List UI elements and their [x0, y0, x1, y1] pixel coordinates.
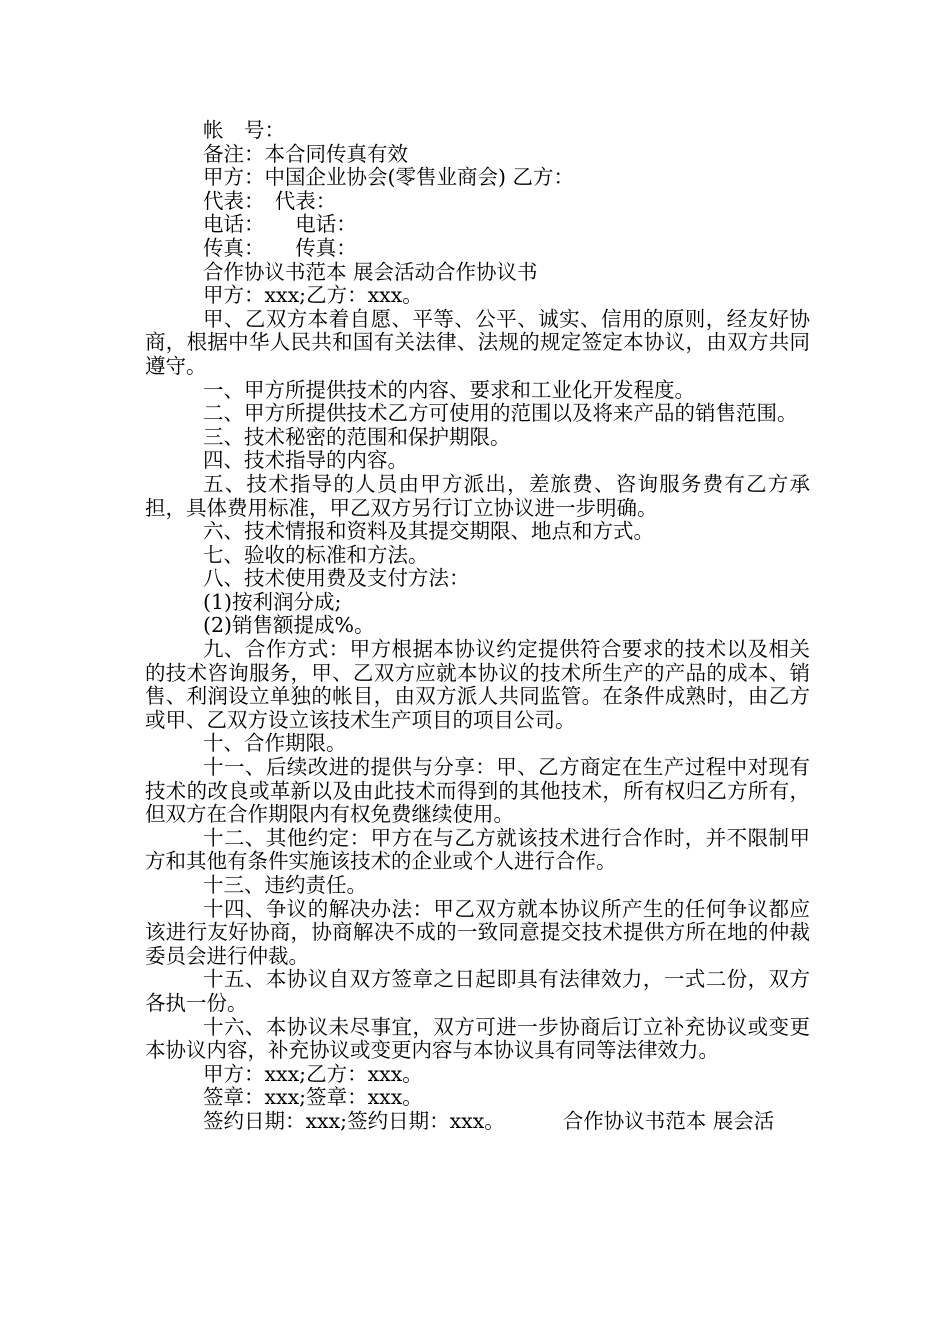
fax-line: 传真： 传真：: [203, 235, 357, 260]
signature-date-text: 签约日期：xxx;签约日期：xxx。: [203, 1108, 505, 1133]
clause-14: 十四、争议的解决办法：甲乙双方就本协议所产生的任何争议都应该进行友好协商，协商解决不成的一致同意提交技术提供方所在地的仲裁委员会进行仲裁。: [145, 896, 810, 968]
signature-parties-line: 甲方：xxx;乙方：xxx。: [203, 1061, 423, 1086]
clause-7: 七、验收的标准和方法。: [203, 542, 429, 567]
representative-line: 代表： 代表：: [203, 188, 337, 213]
phone-line: 电话： 电话：: [203, 212, 357, 237]
account-line: 帐 号：: [203, 118, 285, 142]
note-line: 备注：本合同传真有效: [203, 141, 408, 166]
parties-line: 甲方：xxx;乙方：xxx。: [203, 283, 423, 308]
clause-5: 五、技术指导的人员由甲方派出，差旅费、咨询服务费有乙方承担，具体费用标准，甲乙双方另行订立协议进一步明确。: [145, 471, 810, 520]
parties-header-line: 甲方：中国企业协会(零售业商会) 乙方：: [203, 165, 575, 190]
clause-8: 八、技术使用费及支付方法：: [203, 566, 470, 591]
clause-2: 二、甲方所提供技术乙方可使用的范围以及将来产品的销售范围。: [203, 401, 798, 426]
clause-8-item-1: (1)按利润分成;: [203, 589, 342, 614]
clause-15: 十五、本协议自双方签章之日起即具有法律效力，一式二份，双方各执一份。: [145, 967, 810, 1015]
clause-8-item-2: (2)销售额提成%。: [203, 613, 375, 638]
clause-11: 十一、后续改进的提供与分享：甲、乙方商定在生产过程中对现有技术的改良或革新以及由此技术而得到的其他技术，所有权归乙方所有，但双方在合作期限内有权免费继续使用。: [145, 755, 810, 827]
clause-12: 十二、其他约定：甲方在与乙方就该技术进行合作时，并不限制甲方和其他有条件实施该技术的企业或个人进行合作。: [145, 825, 810, 874]
clause-6: 六、技术情报和资料及其提交期限、地点和方式。: [203, 519, 654, 544]
clause-13: 十三、违约责任。: [203, 873, 367, 897]
clause-10: 十、合作期限。: [203, 731, 347, 756]
clause-16: 十六、本协议未尽事宜，双方可进一步协商后订立补充协议或变更本协议内容，补充协议或变更内容与本协议具有同等法律效力。: [145, 1014, 810, 1063]
signature-seal-line: 签章：xxx;签章：xxx。: [203, 1085, 423, 1110]
clause-1: 一、甲方所提供技术的内容、要求和工业化开发程度。: [203, 377, 695, 402]
document-body: [145, 119, 810, 1134]
intro-paragraph: 甲、乙双方本着自愿、平等、公平、诚实、信用的原则，经友好协商，根据中华人民共和国有关法律、法规的规定签定本协议，由双方共同遵守。: [145, 306, 810, 378]
document-title: 合作协议书范本 展会活动合作协议书: [203, 259, 538, 284]
signature-date-line: [145, 1110, 810, 1134]
clause-3: 三、技术秘密的范围和保护期限。: [203, 424, 511, 449]
clause-9: 九、合作方式：甲方根据本协议约定提供符合要求的技术以及相关的技术咨询服务，甲、乙双方应就本协议的技术所生产的产品的成本、销售、利润设立单独的帐目，由双方派人共同监管。在条件成熟时，由乙方或甲、乙双方设立该技术生产项目的项目公司。: [145, 637, 810, 732]
clause-4: 四、技术指导的内容。: [203, 448, 408, 473]
next-document-title: 合作协议书范本 展会活: [562, 1108, 775, 1133]
